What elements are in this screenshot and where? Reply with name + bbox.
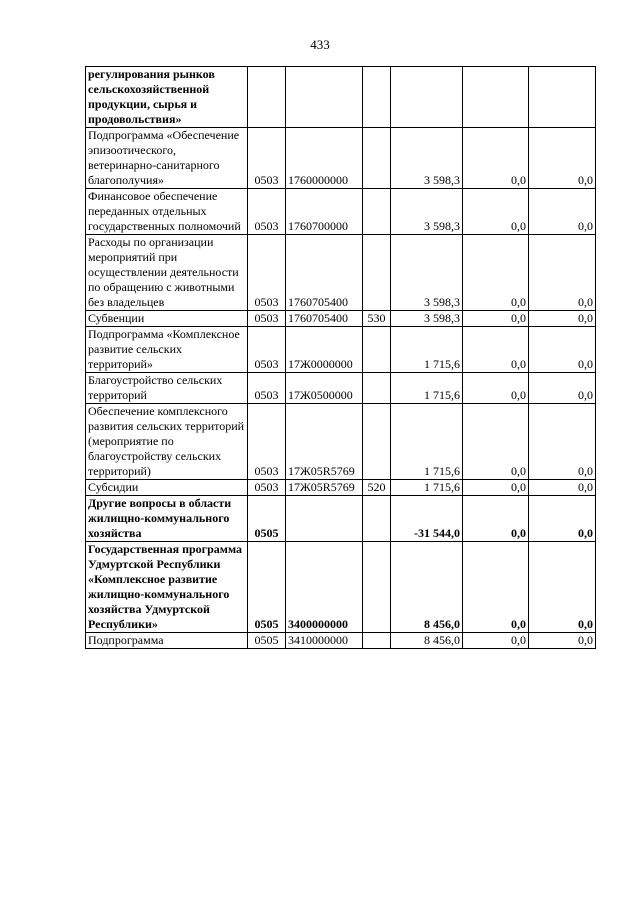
row-section-cell: 0503 <box>248 311 286 327</box>
row-amount-cell: 3 598,3 <box>391 311 463 327</box>
row-code-cell: 17Ж0000000 <box>286 327 363 373</box>
table-row <box>86 496 596 542</box>
row-type-cell: 530 <box>363 311 391 327</box>
row-amount-cell: 8 456,0 <box>391 542 463 633</box>
row-section-cell: 0505 <box>248 633 286 649</box>
row-type-cell <box>363 128 391 189</box>
page-number: 433 <box>310 37 330 52</box>
row-amount-cell: 1 715,6 <box>391 404 463 480</box>
row-amount-cell: 3 598,3 <box>391 128 463 189</box>
row-amount3-cell: 0,0 <box>529 633 596 649</box>
row-amount3-cell <box>529 67 596 128</box>
table-row <box>86 67 596 128</box>
row-code-cell: 17Ж05R5769 <box>286 404 363 480</box>
row-type-cell <box>363 327 391 373</box>
row-amount2-cell: 0,0 <box>463 128 529 189</box>
row-name-cell: Субвенции <box>86 311 248 327</box>
row-amount3-cell: 0,0 <box>529 189 596 235</box>
row-amount3-cell: 0,0 <box>529 311 596 327</box>
row-amount3-cell: 0,0 <box>529 235 596 311</box>
row-section-cell: 0503 <box>248 235 286 311</box>
row-code-cell: 1760000000 <box>286 128 363 189</box>
table-row <box>86 189 596 235</box>
row-code-cell <box>286 67 363 128</box>
row-name-cell: Расходы по организации мероприятий при осуществлении деятельности по обращению с животными без владельцев <box>86 235 248 311</box>
row-section-cell: 0505 <box>248 542 286 633</box>
row-code-cell: 3410000000 <box>286 633 363 649</box>
row-code-cell: 1760705400 <box>286 235 363 311</box>
row-section-cell: 0503 <box>248 327 286 373</box>
table-row <box>86 327 596 373</box>
row-name-cell: Подпрограмма <box>86 633 248 649</box>
row-amount3-cell: 0,0 <box>529 327 596 373</box>
row-code-cell: 17Ж0500000 <box>286 373 363 404</box>
row-type-cell: 520 <box>363 480 391 496</box>
table-row <box>86 633 596 649</box>
table-body <box>86 67 596 649</box>
row-section-cell: 0503 <box>248 373 286 404</box>
table-row <box>86 235 596 311</box>
row-type-cell <box>363 373 391 404</box>
row-type-cell <box>363 235 391 311</box>
row-type-cell <box>363 67 391 128</box>
row-amount-cell: 3 598,3 <box>391 189 463 235</box>
row-amount2-cell: 0,0 <box>463 373 529 404</box>
row-amount-cell: 1 715,6 <box>391 373 463 404</box>
row-code-cell: 1760700000 <box>286 189 363 235</box>
row-name-cell: Благоустройство сельских территорий <box>86 373 248 404</box>
table-row <box>86 404 596 480</box>
row-amount3-cell: 0,0 <box>529 128 596 189</box>
row-name-cell: регулирования рынков сельскохозяйственной продукции, сырья и продовольствия» <box>86 67 248 128</box>
row-amount2-cell: 0,0 <box>463 496 529 542</box>
row-type-cell <box>363 542 391 633</box>
row-amount2-cell: 0,0 <box>463 235 529 311</box>
row-type-cell <box>363 404 391 480</box>
row-section-cell: 0503 <box>248 128 286 189</box>
row-amount2-cell: 0,0 <box>463 404 529 480</box>
row-amount2-cell: 0,0 <box>463 189 529 235</box>
row-name-cell: Государственная программа Удмуртской Республики «Комплексное развитие жилищно-коммунального хозяйства Удмуртской Республики» <box>86 542 248 633</box>
row-amount-cell: 1 715,6 <box>391 327 463 373</box>
row-type-cell <box>363 633 391 649</box>
row-amount3-cell: 0,0 <box>529 373 596 404</box>
row-amount-cell: 1 715,6 <box>391 480 463 496</box>
row-amount2-cell: 0,0 <box>463 311 529 327</box>
row-amount3-cell: 0,0 <box>529 480 596 496</box>
row-code-cell: 1760705400 <box>286 311 363 327</box>
row-amount-cell <box>391 67 463 128</box>
table-row <box>86 480 596 496</box>
row-code-cell: 3400000000 <box>286 542 363 633</box>
row-section-cell: 0503 <box>248 189 286 235</box>
row-name-cell: Обеспечение комплексного развития сельских территорий (мероприятие по благоустройству сельских территорий) <box>86 404 248 480</box>
row-amount-cell: 8 456,0 <box>391 633 463 649</box>
row-amount-cell: 3 598,3 <box>391 235 463 311</box>
row-amount2-cell <box>463 67 529 128</box>
row-amount2-cell: 0,0 <box>463 633 529 649</box>
table-row <box>86 128 596 189</box>
row-section-cell: 0505 <box>248 496 286 542</box>
row-section-cell: 0503 <box>248 404 286 480</box>
table-row <box>86 373 596 404</box>
row-code-cell <box>286 496 363 542</box>
row-type-cell <box>363 189 391 235</box>
row-amount2-cell: 0,0 <box>463 480 529 496</box>
row-name-cell: Другие вопросы в области жилищно-коммунального хозяйства <box>86 496 248 542</box>
row-amount3-cell: 0,0 <box>529 404 596 480</box>
row-amount2-cell: 0,0 <box>463 542 529 633</box>
table-row <box>86 311 596 327</box>
row-name-cell: Финансовое обеспечение переданных отдельных государственных полномочий <box>86 189 248 235</box>
row-amount-cell: -31 544,0 <box>391 496 463 542</box>
row-name-cell: Подпрограмма «Комплексное развитие сельских территорий» <box>86 327 248 373</box>
row-section-cell: 0503 <box>248 480 286 496</box>
row-name-cell: Субсидии <box>86 480 248 496</box>
row-amount3-cell: 0,0 <box>529 542 596 633</box>
budget-table <box>85 66 596 649</box>
row-type-cell <box>363 496 391 542</box>
table-row <box>86 542 596 633</box>
row-amount2-cell: 0,0 <box>463 327 529 373</box>
row-section-cell <box>248 67 286 128</box>
row-code-cell: 17Ж05R5769 <box>286 480 363 496</box>
row-name-cell: Подпрограмма «Обеспечение эпизоотического, ветеринарно-санитарного благополучия» <box>86 128 248 189</box>
row-amount3-cell: 0,0 <box>529 496 596 542</box>
